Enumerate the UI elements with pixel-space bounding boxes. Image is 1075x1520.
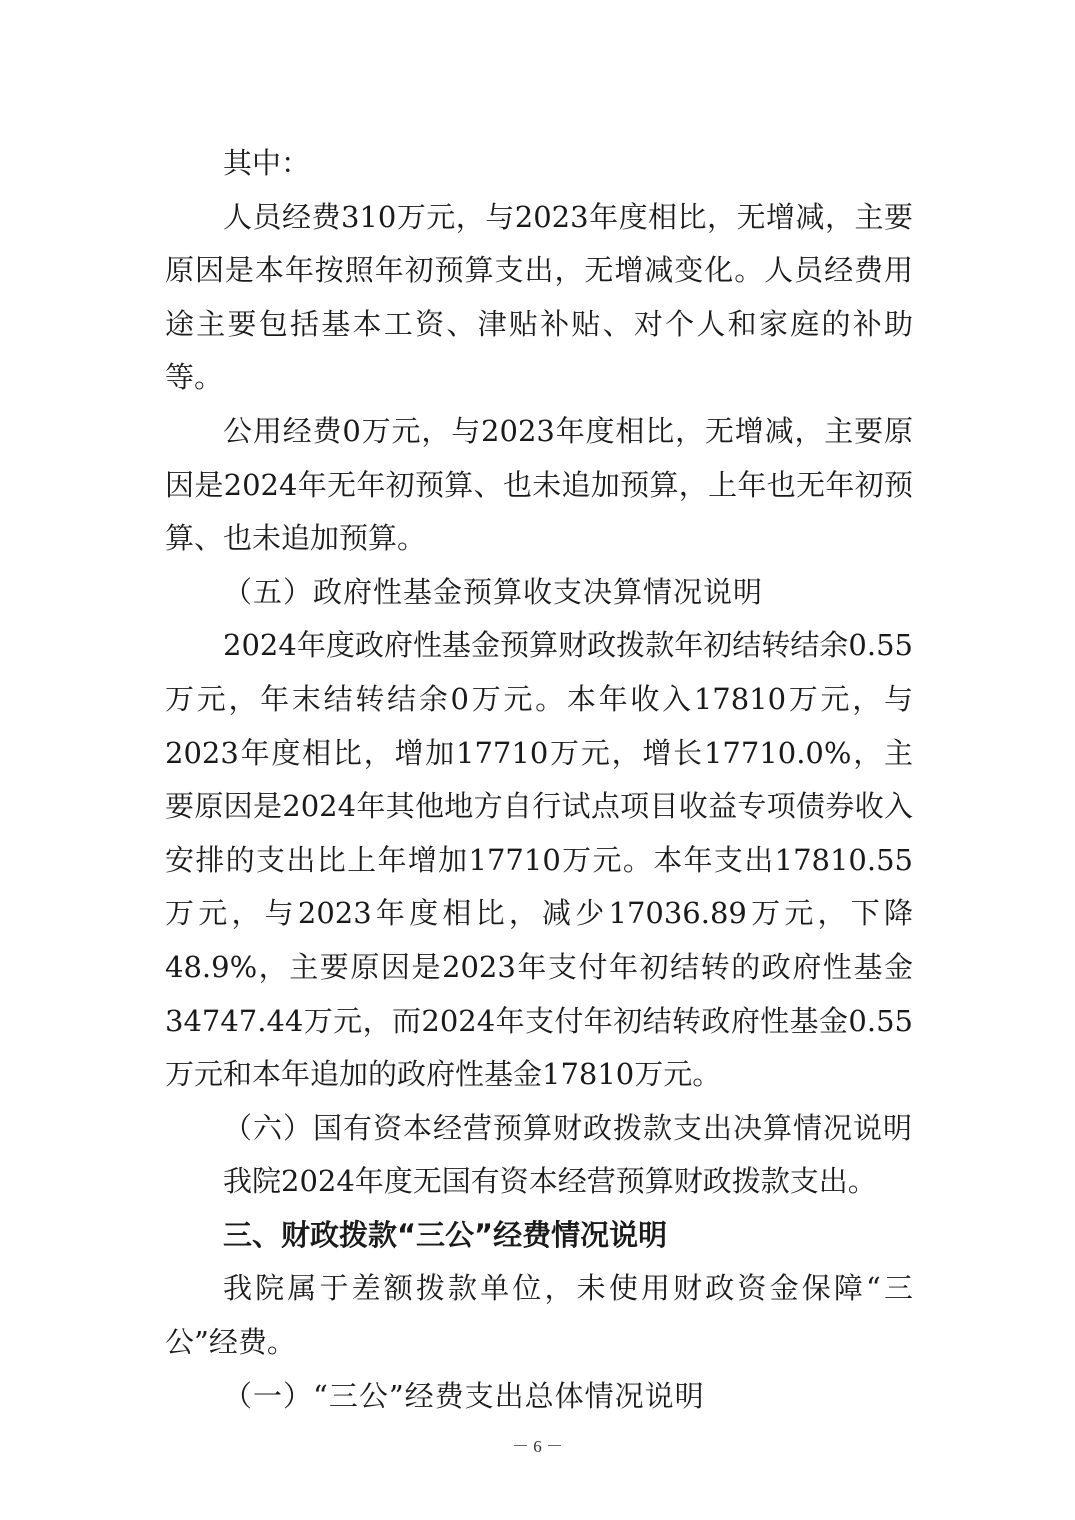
- paragraph-intro: 其中：: [223, 146, 311, 180]
- paragraph-public-expenses: 公用经费0万元，与2023年度相比，无增减，主要原因是2024年无年初预算、也未追加预算，上年也无年初预算、也未追加预算。: [165, 413, 913, 556]
- section-heading-5: （五）政府性基金预算收支决算情况说明: [223, 574, 764, 609]
- paragraph-personnel-expenses: 人员经费310万元，与2023年度相比，无增减，主要原因是本年按照年初预算支出，无增减变化。人员经费用途主要包括基本工资、津贴补贴、对个人和家庭的补助等。: [165, 199, 913, 395]
- section-heading-3: 三、财政拨款“三公”经费情况说明: [223, 1217, 668, 1252]
- section-heading-6: （六）国有资本经营预算财政拨款支出决算情况说明: [223, 1110, 914, 1145]
- section-heading-3-1: （一）“三公”经费支出总体情况说明: [223, 1378, 705, 1413]
- paragraph-government-fund: 2024年度政府性基金预算财政拨款年初结转结余0.55万元，年末结转结余0万元。本年收入17810万元，与2023年度相比，增加17710万元，增长17710.0%，主要原因是2024年其他地方自行试点项目收益专项债券收入安排的支出比上年增加17710万元。本年支出17810.55万元，与2023年度相比，减少17036.89万元，下降48.9%，主要原因是2023年支付年初结转的政府性基金34747.44万元，而2024年支付年初结转政府性基金0.55万元和本年追加的政府性基金17810万元。: [165, 628, 913, 1092]
- page-number: － 6 －: [512, 1437, 563, 1456]
- paragraph-three-public: 我院属于差额拨款单位，未使用财政资金保障“三公”经费。: [165, 1271, 913, 1360]
- document-body: [165, 137, 913, 1423]
- paragraph-state-capital: 我院2024年度无国有资本经营预算财政拨款支出。: [223, 1164, 877, 1199]
